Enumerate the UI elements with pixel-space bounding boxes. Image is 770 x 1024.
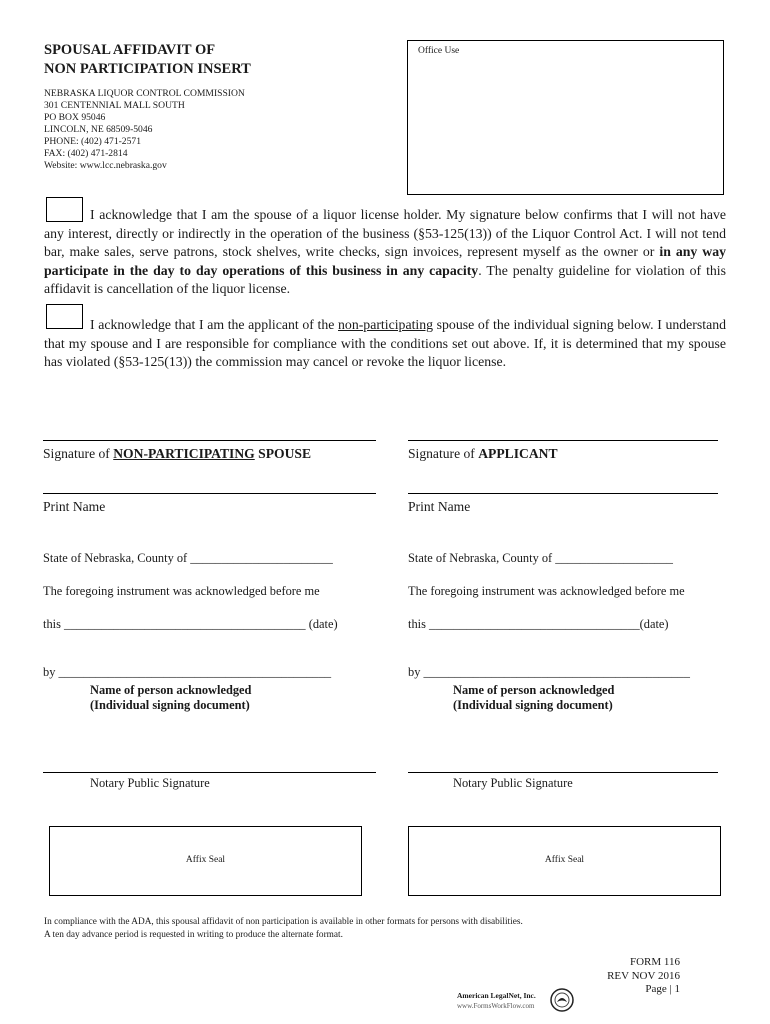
spouse-acknowledged-caption-2: (Individual signing document) xyxy=(90,698,250,712)
spouse-signature-label: Signature of NON-PARTICIPATING SPOUSE xyxy=(43,446,312,461)
spouse-acknowledged-caption-1: Name of person acknowledged xyxy=(90,683,252,697)
applicant-date-field[interactable]: this __________________________________(date) xyxy=(408,617,669,631)
applicant-seal-box xyxy=(408,826,721,896)
title-line-2: NON PARTICIPATION INSERT xyxy=(44,61,251,77)
publisher-name: American LegalNet, Inc. xyxy=(457,991,536,1000)
publisher-logo xyxy=(455,988,575,1014)
spouse-acknowledgement-text: I acknowledge that I am the spouse of a liquor license holder. My signature below confirms that I will not have any interest, directly or indirectly in the operation of the business (§53-125(13)) of the Liquor Control Act. I will not tend bar, make sales, serve patrons, stock shelves, write checks, sign invoices, represent myself as the owner or in any way participate in the day to day operations of this business in any capacity. The penalty guideline for violation of this affidavit is cancellation of the liquor license. xyxy=(44,207,727,297)
spouse-notary-label: Notary Public Signature xyxy=(90,776,210,790)
applicant-county-field[interactable]: State of Nebraska, County of ___________________ xyxy=(408,551,673,565)
applicant-foregoing-text: The foregoing instrument was acknowledged before me xyxy=(408,584,685,598)
address-line: NEBRASKA LIQUOR CONTROL COMMISSION xyxy=(44,88,245,99)
spouse-seal-box xyxy=(49,826,362,896)
ada-line-1: In compliance with the ADA, this spousal affidavit of non participation is available in other formats for persons with disabilities. xyxy=(44,917,523,927)
spouse-print-name-label: Print Name xyxy=(43,499,106,514)
applicant-print-name-label: Print Name xyxy=(408,499,471,514)
office-use-label: Office Use xyxy=(418,46,460,56)
applicant-acknowledged-caption-1: Name of person acknowledged xyxy=(453,683,615,697)
address-line: 301 CENTENNIAL MALL SOUTH xyxy=(44,100,185,111)
spouse-seal-label: Affix Seal xyxy=(185,855,226,865)
applicant-signature-label: Signature of APPLICANT xyxy=(408,446,558,461)
spouse-county-field[interactable]: State of Nebraska, County of _______________________ xyxy=(43,551,333,565)
spouse-notary-line[interactable] xyxy=(43,772,376,773)
spouse-date-field[interactable]: this _______________________________________ (date) xyxy=(43,617,338,631)
spouse-print-name-line[interactable] xyxy=(43,493,376,494)
address-line: PHONE: (402) 471-2571 xyxy=(44,136,141,147)
spouse-by-field[interactable]: by ____________________________________________ xyxy=(43,665,332,679)
title-line-1: SPOUSAL AFFIDAVIT OF xyxy=(44,42,216,58)
office-use-box xyxy=(407,40,724,195)
applicant-notary-label: Notary Public Signature xyxy=(453,776,573,790)
form-identifier xyxy=(607,956,680,997)
applicant-signature-line[interactable] xyxy=(408,440,718,441)
address-line: PO BOX 95046 xyxy=(44,112,106,123)
spouse-foregoing-text: The foregoing instrument was acknowledged before me xyxy=(43,584,320,598)
applicant-notary-line[interactable] xyxy=(408,772,718,773)
ada-line-2: A ten day advance period is requested in writing to produce the alternate format. xyxy=(44,929,343,940)
form-title xyxy=(44,41,251,79)
ada-notice xyxy=(44,916,523,941)
form-revision: REV NOV 2016 xyxy=(607,969,680,982)
applicant-acknowledged-caption-2: (Individual signing document) xyxy=(453,698,613,712)
page-number: Page | 1 xyxy=(645,983,680,995)
commission-address xyxy=(44,88,245,172)
address-line: FAX: (402) 471-2814 xyxy=(44,148,128,159)
applicant-seal-label: Affix Seal xyxy=(544,855,585,865)
eagle-emblem-icon xyxy=(550,988,574,1012)
form-number: FORM 116 xyxy=(629,956,680,968)
publisher-url: www.FormsWorkFlow.com xyxy=(457,1002,535,1010)
applicant-by-field[interactable]: by ___________________________________________ xyxy=(408,665,690,679)
applicant-acknowledgement-text: I acknowledge that I am the applicant of the non-participating spouse of the individual signing below. I understand that my spouse and I are responsible for compliance with the conditions set out above. If, it is determined that my spouse has violated (§53-125(13)) the commission may cancel or revoke the liquor license. xyxy=(44,317,726,370)
applicant-print-name-line[interactable] xyxy=(408,493,718,494)
address-line: LINCOLN, NE 68509-5046 xyxy=(44,124,153,135)
spouse-signature-line[interactable] xyxy=(43,440,376,441)
address-line: Website: www.lcc.nebraska.gov xyxy=(44,160,167,171)
